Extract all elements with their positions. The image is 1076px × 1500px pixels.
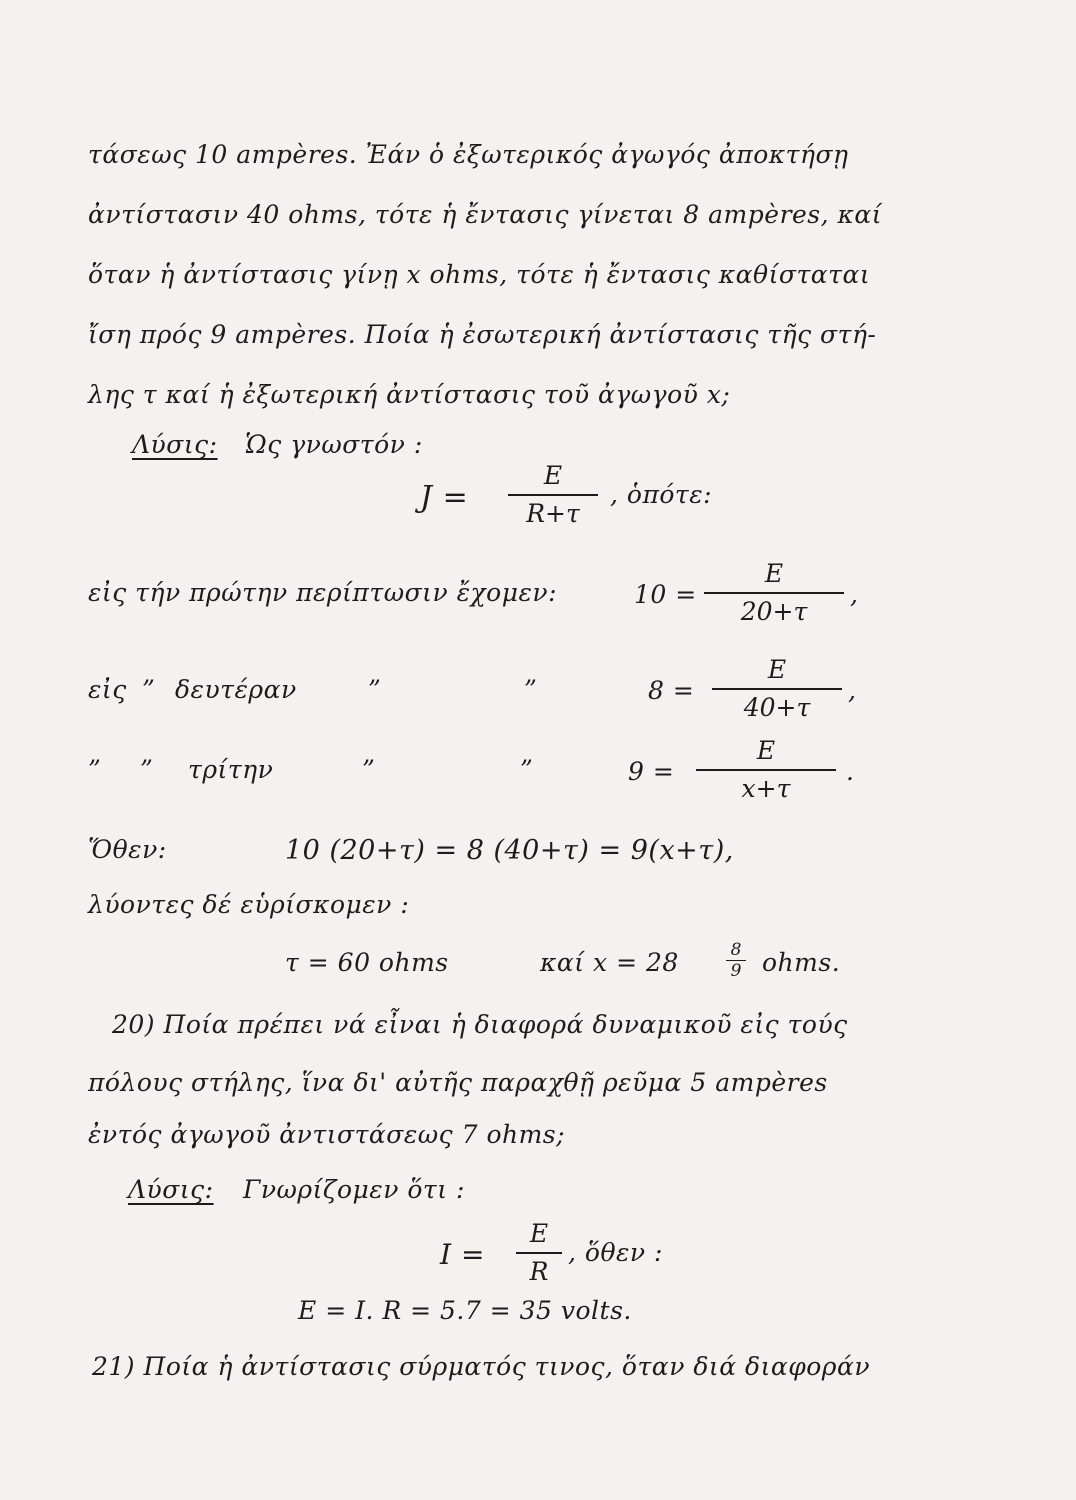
text-line-11-word: Ὅθεν:: [88, 835, 167, 864]
eq-second-lhs: 8 =: [648, 676, 695, 705]
solution-label: Λύσις:: [132, 430, 218, 459]
fraction-numerator: 8: [730, 940, 742, 960]
text-line-2: ἀντίστασιν 40 ohms, τότε ἡ ἔντασις γίνεται 8 ampères, καί: [88, 200, 883, 229]
eq-third-lhs: 9 =: [628, 757, 675, 786]
formula-current-rhs: , ὁπότε:: [610, 480, 713, 509]
text-line-6: Ὡς γνωστόν :: [245, 430, 423, 459]
fraction-denominator: R: [529, 1257, 549, 1286]
ditto-mark: ”: [88, 755, 102, 784]
fraction-bar: [508, 494, 598, 496]
fraction-bar: [712, 688, 842, 690]
fraction-e-over-r-plus-tau: [508, 460, 598, 530]
eq-third-period: .: [846, 757, 855, 786]
fraction-denominator: 9: [730, 961, 742, 981]
fraction-bar: [516, 1252, 562, 1254]
result-x-unit: ohms.: [762, 948, 841, 977]
ditto-mark: ”: [142, 675, 156, 704]
fraction-numerator: E: [764, 559, 784, 588]
text-line-9-ordinal: δευτέραν: [175, 675, 297, 704]
ditto-mark: ”: [520, 755, 534, 784]
result-tau: τ = 60 ohms: [285, 948, 449, 977]
eq-second-comma: ,: [848, 676, 857, 705]
text-line-12: λύοντες δέ εὑρίσκομεν :: [88, 890, 410, 919]
ditto-mark: ”: [368, 675, 382, 704]
eq-first-lhs: 10 =: [634, 580, 697, 609]
fraction-e-over-r: [516, 1218, 562, 1288]
fraction-eight-ninths: [726, 940, 746, 981]
fraction-bar: [696, 769, 836, 771]
text-line-10-ordinal: τρίτην: [188, 755, 274, 784]
text-line-3: ὅταν ἡ ἀντίστασις γίνῃ x ohms, τότε ἡ ἔντασις καθίσταται: [88, 260, 871, 289]
fraction-e-over-x-plus-tau: [696, 735, 836, 805]
ohm-law-lhs: I =: [440, 1238, 485, 1271]
text-line-8: εἰς τήν πρώτην περίπτωσιν ἔχομεν:: [88, 578, 557, 607]
fraction-numerator: E: [529, 1219, 549, 1248]
problem-20-line-3: ἐντός ἀγωγοῦ ἀντιστάσεως 7 ohms;: [88, 1120, 566, 1149]
fraction-denominator: 40+τ: [743, 693, 811, 722]
text-line-1: τάσεως 10 ampères. Ἐάν ὁ ἐξωτερικός ἀγωγός ἀποκτήσῃ: [88, 140, 849, 169]
voltage-result: E = I. R = 5.7 = 35 volts.: [298, 1296, 632, 1325]
fraction-denominator: 20+τ: [740, 597, 808, 626]
ditto-mark: ”: [140, 755, 154, 784]
ditto-mark: ”: [524, 675, 538, 704]
eq-first-comma: ,: [850, 580, 859, 609]
combined-equation: 10 (20+τ) = 8 (40+τ) = 9(x+τ),: [285, 835, 734, 866]
fraction-numerator: E: [767, 655, 787, 684]
fraction-denominator: R+τ: [526, 499, 580, 528]
fraction-e-over-40-plus-tau: [712, 654, 842, 724]
fraction-denominator: x+τ: [741, 774, 791, 803]
problem-20-line-1: 20) Ποία πρέπει νά εἶναι ἡ διαφορά δυναμικοῦ εἰς τούς: [112, 1010, 848, 1039]
fraction-numerator: E: [756, 736, 776, 765]
ditto-mark: ”: [362, 755, 376, 784]
text-line-9-word: εἰς: [88, 675, 127, 704]
problem-21-line-1: 21) Ποία ἡ ἀντίστασις σύρματός τινος, ὅταν διά διαφοράν: [92, 1352, 871, 1381]
ohm-law-rhs: , ὅθεν :: [568, 1238, 663, 1267]
fraction-e-over-20-plus-tau: [704, 558, 844, 628]
solution-label: Λύσις:: [128, 1175, 214, 1204]
result-x: καί x = 28: [540, 948, 679, 977]
text-line-5: λης τ καί ἡ ἐξωτερική ἀντίστασις τοῦ ἀγωγοῦ x;: [88, 380, 731, 409]
fraction-bar: [704, 592, 844, 594]
text-line-4: ἴση πρός 9 ampères. Ποία ἡ ἐσωτερική ἀντίστασις τῆς στή-: [88, 320, 877, 349]
formula-current-lhs: J =: [420, 480, 469, 515]
problem-20-line-2: πόλους στήλης, ἵνα δι' αὐτῆς παραχθῇ ρεῦμα 5 ampères: [88, 1068, 828, 1097]
text-line-17: Γνωρίζομεν ὅτι :: [243, 1175, 465, 1204]
fraction-numerator: E: [543, 461, 563, 490]
